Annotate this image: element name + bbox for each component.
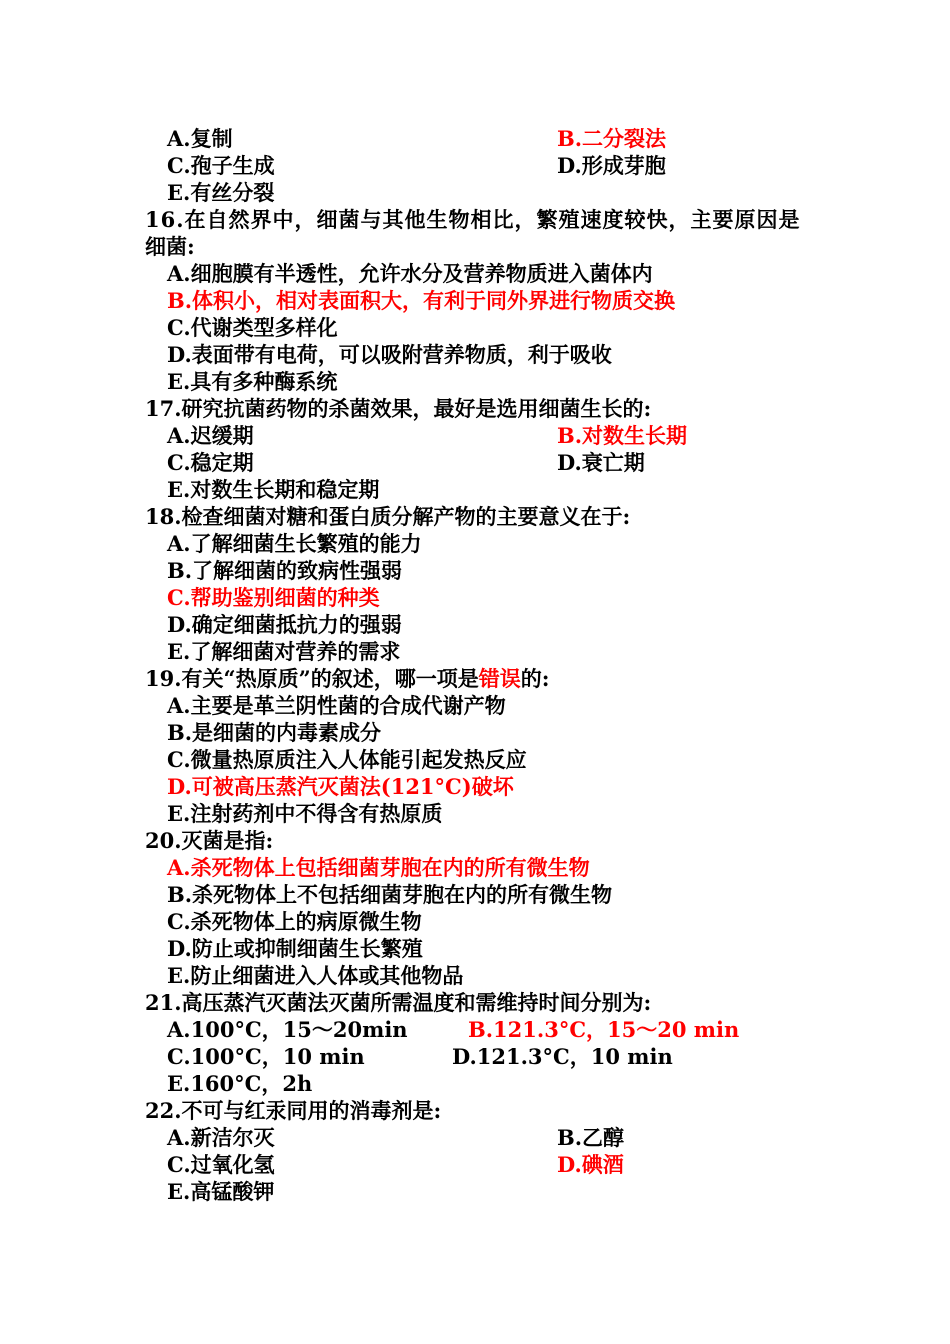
q17-option-c: C.稳定期 [167,450,254,475]
q16-stem-line2: 细菌: [145,234,195,259]
q16-option-b-answer: B.体积小，相对表面积大，有利于同外界进行物质交换 [167,288,676,313]
q18-stem: 18.检查细菌对糖和蛋白质分解产物的主要意义在于: [145,504,631,529]
q20-option-a-answer: A.杀死物体上包括细菌芽胞在内的所有微生物 [167,855,590,880]
q21-option-d: D.121.3°C，10 min [452,1044,673,1069]
q16-stem-line1: 16.在自然界中，细菌与其他生物相比，繁殖速度较快，主要原因是 [145,207,801,232]
q18-option-d: D.确定细菌抵抗力的强弱 [167,612,402,637]
q21-option-a: A.100°C，15～20min [167,1017,408,1042]
q16-option-e: E.具有多种酶系统 [167,369,338,394]
q18-option-b: B.了解细菌的致病性强弱 [167,558,403,583]
q19-option-a: A.主要是革兰阴性菌的合成代谢产物 [167,693,506,718]
q22-option-a: A.新洁尔灭 [167,1125,275,1150]
q17-option-e: E.对数生长期和稳定期 [167,477,380,502]
q15-option-d: D.形成芽胞 [557,153,666,178]
q20-option-d: D.防止或抑制细菌生长繁殖 [167,936,423,961]
q21-option-e: E.160°C，2h [167,1071,313,1096]
q15-option-b-answer: B.二分裂法 [557,126,667,151]
q16-option-d: D.表面带有电荷，可以吸附营养物质，利于吸收 [167,342,612,367]
q19-stem-pre: 19.有关“热原质”的叙述，哪一项是 [145,666,479,691]
q15-option-e: E.有丝分裂 [167,180,275,205]
q15-option-a: A.复制 [167,126,233,151]
q21-stem: 21.高压蒸汽灭菌法灭菌所需温度和需维持时间分别为: [145,990,652,1015]
q20-stem: 20.灭菌是指: [145,828,274,853]
q19-option-c: C.微量热原质注入人体能引起发热反应 [167,747,527,772]
q17-stem: 17.研究抗菌药物的杀菌效果，最好是选用细菌生长的: [145,396,652,421]
q19-option-e: E.注射药剂中不得含有热原质 [167,801,443,826]
q18-option-a: A.了解细菌生长繁殖的能力 [167,531,422,556]
q16-option-a: A.细胞膜有半透性，允许水分及营养物质进入菌体内 [167,261,653,286]
q22-option-d-answer: D.碘酒 [557,1152,624,1177]
q15-option-c: C.孢子生成 [167,153,275,178]
q19-option-d-answer: D.可被高压蒸汽灭菌法(121°C)破坏 [167,774,514,799]
q17-option-a: A.迟缓期 [167,423,254,448]
q19-stem [145,665,549,692]
q21-option-b-answer: B.121.3°C，15～20 min [468,1017,740,1042]
q17-option-d: D.衰亡期 [557,450,645,475]
q22-option-c: C.过氧化氢 [167,1152,275,1177]
q19-option-b: B.是细菌的内毒素成分 [167,720,382,745]
q16-option-c: C.代谢类型多样化 [167,315,338,340]
q20-option-c: C.杀死物体上的病原微生物 [167,909,422,934]
q20-option-b: B.杀死物体上不包括细菌芽胞在内的所有微生物 [167,882,613,907]
q20-option-e: E.防止细菌进入人体或其他物品 [167,963,464,988]
q22-option-e: E.高锰酸钾 [167,1179,275,1204]
q22-stem: 22.不可与红汞同用的消毒剂是: [145,1098,442,1123]
q19-stem-emphasis: 错误 [478,666,521,691]
q17-option-b-answer: B.对数生长期 [557,423,688,448]
q22-option-b: B.乙醇 [557,1125,625,1150]
q18-option-c-answer: C.帮助鉴别细菌的种类 [167,585,380,610]
q19-stem-post: 的: [520,666,550,691]
q18-option-e: E.了解细菌对营养的需求 [167,639,401,664]
q21-option-c: C.100°C，10 min [167,1044,365,1069]
